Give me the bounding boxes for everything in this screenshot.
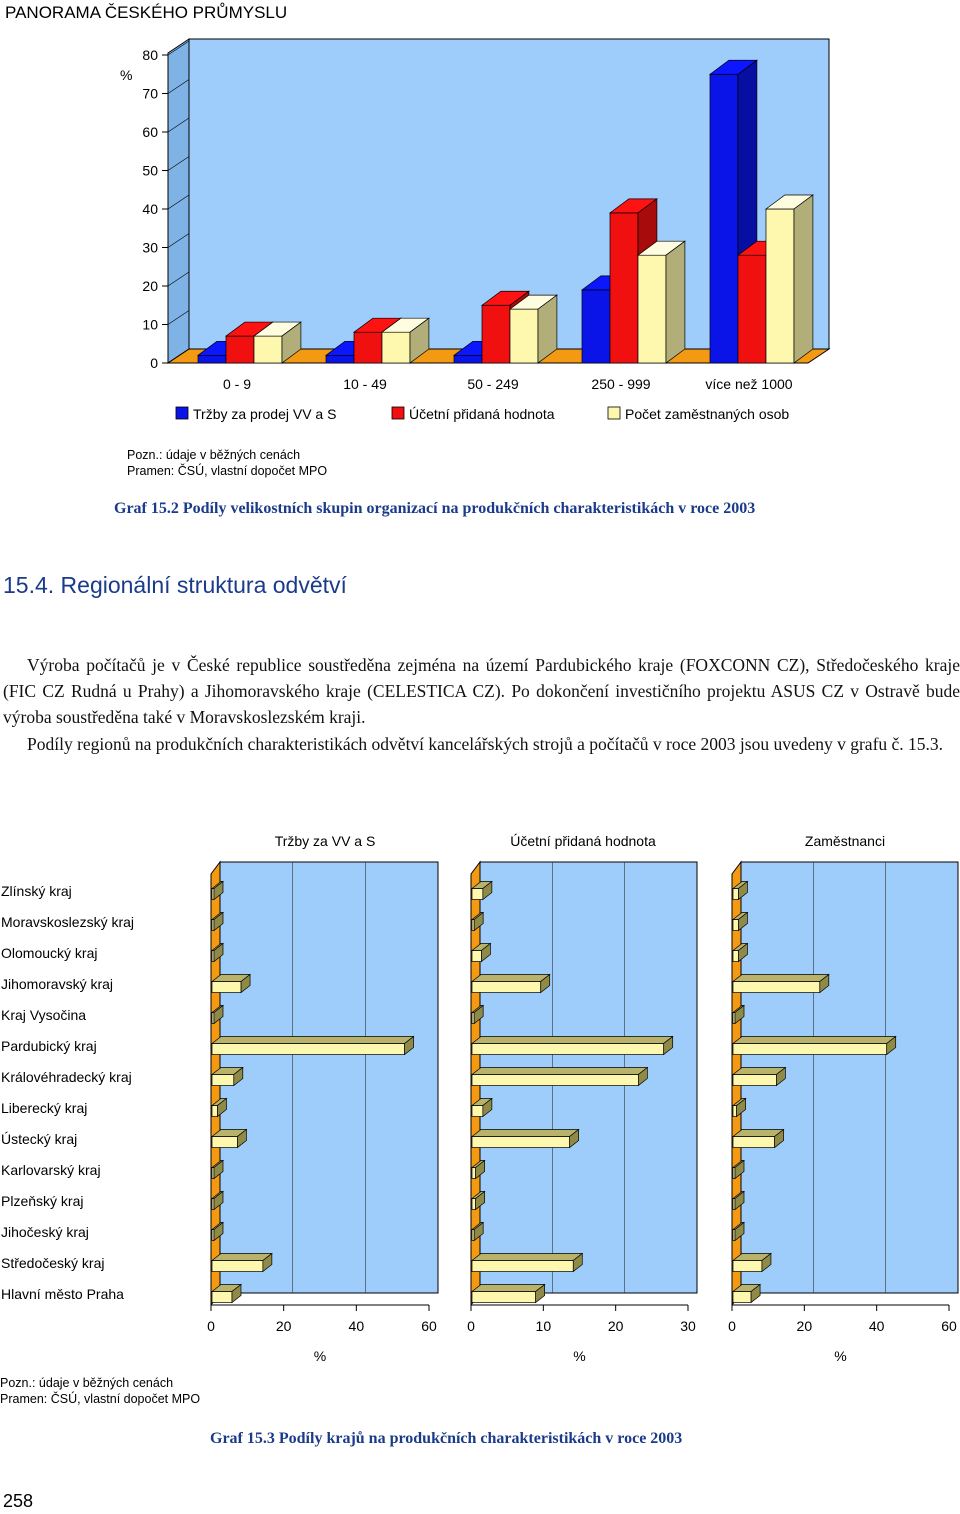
region-bar-top <box>472 1285 545 1292</box>
region-bar-front <box>212 1106 217 1117</box>
legend-label: Počet zaměstnaných osob <box>625 406 790 422</box>
x-tick-label: 0 <box>207 1318 215 1334</box>
region-bar-front <box>472 1261 573 1272</box>
region-bar-front <box>212 1075 234 1086</box>
region-bar-front <box>733 1292 751 1303</box>
region-bar-front <box>733 1137 775 1148</box>
region-bar-front <box>472 1292 536 1303</box>
graph2-note-units: Pozn.: údaje v běžných cenách <box>0 1376 174 1390</box>
region-bar-front <box>733 1044 887 1055</box>
graph2-note-source: Pramen: ČSÚ, vlastní dopočet MPO <box>0 1392 201 1406</box>
region-bar-top <box>472 1037 673 1044</box>
region-label: Jihočeský kraj <box>1 1224 89 1240</box>
region-bar-top <box>212 1037 414 1044</box>
region-bar-front <box>733 982 820 993</box>
panel-title: Tržby za VV a S <box>274 833 376 849</box>
paragraph-1: Výroba počítačů je v České republice soustředěna zejména na území Pardubického kraje (FOXCONN CZ), Středočeského kraje (FIC CZ Rudná u Prahy) a Jihomoravského kraje (CELESTICA CZ). Po dokončení investičního projektu ASUS CZ v Ostravě bude výroba soustředěna také v Moravskoslezském kraji. <box>3 655 960 728</box>
bar-front <box>226 336 254 363</box>
region-bar-front <box>472 889 483 900</box>
region-label: Plzeňský kraj <box>1 1193 84 1209</box>
bar-front <box>766 209 794 363</box>
x-axis-label: % <box>313 1348 327 1364</box>
region-bar-front <box>472 982 541 993</box>
region-bar-front <box>472 1168 476 1179</box>
region-bar-front <box>472 1106 483 1117</box>
region-bar-top <box>472 975 550 982</box>
graph1-caption: Graf 15.2 Podíly velikostních skupin organizací na produkčních charakteristikách v roce 2003 <box>114 500 756 517</box>
bar-front <box>582 290 610 363</box>
region-bar-front <box>472 1137 570 1148</box>
region-bar-top <box>472 1068 647 1075</box>
region-bar-front <box>733 951 738 962</box>
region-bar-top <box>212 1254 272 1261</box>
region-label: Ústecký kraj <box>1 1131 78 1147</box>
bar-front <box>326 355 354 363</box>
region-label: Královéhradecký kraj <box>1 1069 132 1085</box>
legend-swatch <box>392 407 404 419</box>
region-label: Jihomoravský kraj <box>1 976 114 992</box>
bar-side <box>794 195 813 363</box>
x-tick-label: 20 <box>607 1318 624 1334</box>
region-bar-front <box>472 1075 638 1086</box>
bar-front <box>482 305 510 363</box>
region-bar-front <box>212 1292 232 1303</box>
x-tick-label: 20 <box>275 1318 292 1334</box>
panel-title: Zaměstnanci <box>804 833 886 849</box>
region-bar-front <box>733 889 738 900</box>
panel-wall <box>220 862 438 1293</box>
y-tick-label: 50 <box>142 162 158 179</box>
region-bar-front <box>212 1261 263 1272</box>
bar-front <box>198 355 226 363</box>
x-category-label: 10 - 49 <box>343 376 387 392</box>
y-tick-label: 20 <box>142 278 158 294</box>
y-tick-label: 60 <box>142 124 158 140</box>
region-bar-front <box>212 982 241 993</box>
y-tick-label: 80 <box>142 47 158 63</box>
x-tick-label: 20 <box>796 1318 813 1334</box>
graph1-note <box>127 447 327 479</box>
bar-front <box>354 332 382 363</box>
graph2-caption: Graf 15.3 Podíly krajů na produkčních charakteristikách v roce 2003 <box>210 1430 683 1447</box>
region-label: Olomoucký kraj <box>1 945 98 961</box>
bar-front <box>638 255 666 363</box>
region-bar-front <box>212 1044 405 1055</box>
bar-front <box>710 74 738 363</box>
x-tick-label: 60 <box>941 1318 957 1334</box>
bar-front <box>254 336 282 363</box>
y-tick-label: 70 <box>142 85 158 102</box>
x-tick-label: 40 <box>348 1318 365 1334</box>
region-label: Zlínský kraj <box>1 883 72 899</box>
region-label: Kraj Vysočina <box>1 1007 87 1023</box>
legend-swatch <box>608 407 620 419</box>
x-axis-label: % <box>573 1348 586 1364</box>
x-category-label: 0 - 9 <box>222 376 252 392</box>
x-tick-label: 10 <box>535 1318 552 1334</box>
y-tick-label: 10 <box>142 316 158 333</box>
x-tick-label: 30 <box>680 1318 696 1334</box>
bar-front <box>610 213 638 363</box>
panel-title: Účetní přidaná hodnota <box>510 833 656 849</box>
region-bar-top <box>472 1254 582 1261</box>
region-bar-top <box>472 1130 579 1137</box>
legend-label: Tržby za prodej VV a S <box>193 406 337 422</box>
x-tick-label: 40 <box>868 1318 885 1334</box>
bar-side <box>666 241 685 363</box>
legend-swatch <box>176 407 188 419</box>
region-bar-front <box>733 1075 776 1086</box>
graph-15-3 <box>0 820 960 1380</box>
bar-front <box>454 355 482 363</box>
y-tick-label: 0 <box>150 355 158 371</box>
region-label: Pardubický kraj <box>1 1038 97 1054</box>
x-category-label: více než 1000 <box>705 376 793 392</box>
bar-front <box>738 255 766 363</box>
section-body <box>3 652 960 757</box>
x-category-label: 50 - 249 <box>467 376 519 392</box>
section-heading: 15.4. Regionální struktura odvětví <box>3 572 347 598</box>
x-tick-label: 0 <box>467 1318 475 1334</box>
region-label: Liberecký kraj <box>1 1100 88 1116</box>
region-label: Hlavní město Praha <box>1 1286 124 1302</box>
region-label: Moravskoslezský kraj <box>1 914 135 930</box>
graph2-note <box>0 1375 200 1407</box>
region-bar-front <box>733 920 738 931</box>
region-bar-top <box>733 1037 896 1044</box>
region-bar-top <box>733 975 829 982</box>
plot-side-wall <box>168 39 189 363</box>
region-bar-front <box>733 1261 762 1272</box>
graph-15-2 <box>0 0 960 440</box>
bar-front <box>510 309 538 363</box>
region-label: Karlovarský kraj <box>1 1162 101 1178</box>
legend-label: Účetní přidaná hodnota <box>409 406 555 422</box>
region-bar-front <box>212 1137 237 1148</box>
graph1-note-units: Pozn.: údaje v běžných cenách <box>127 448 301 462</box>
paragraph-2: Podíly regionů na produkčních charakteristikách odvětví kancelářských strojů a počítačů v roce 2003 jsou uvedeny v grafu č. 15.3. <box>27 733 944 754</box>
region-bar-front <box>472 1199 476 1210</box>
region-bar-front <box>472 951 481 962</box>
x-axis-label: % <box>834 1348 847 1364</box>
page-number: 258 <box>3 1491 34 1511</box>
x-category-label: 250 - 999 <box>591 376 651 392</box>
x-tick-label: 0 <box>728 1318 736 1334</box>
y-axis-label: % <box>120 67 133 83</box>
graph1-note-source: Pramen: ČSÚ, vlastní dopočet MPO <box>127 464 328 478</box>
region-bar-front <box>733 1106 737 1117</box>
running-header: PANORAMA ČESKÉHO PRŮMYSLU <box>5 3 288 22</box>
y-tick-label: 30 <box>142 239 158 256</box>
y-tick-label: 40 <box>142 201 158 217</box>
region-bar-front <box>472 1044 664 1055</box>
bar-front <box>382 332 410 363</box>
x-tick-label: 60 <box>421 1318 437 1334</box>
region-label: Středočeský kraj <box>1 1255 105 1271</box>
